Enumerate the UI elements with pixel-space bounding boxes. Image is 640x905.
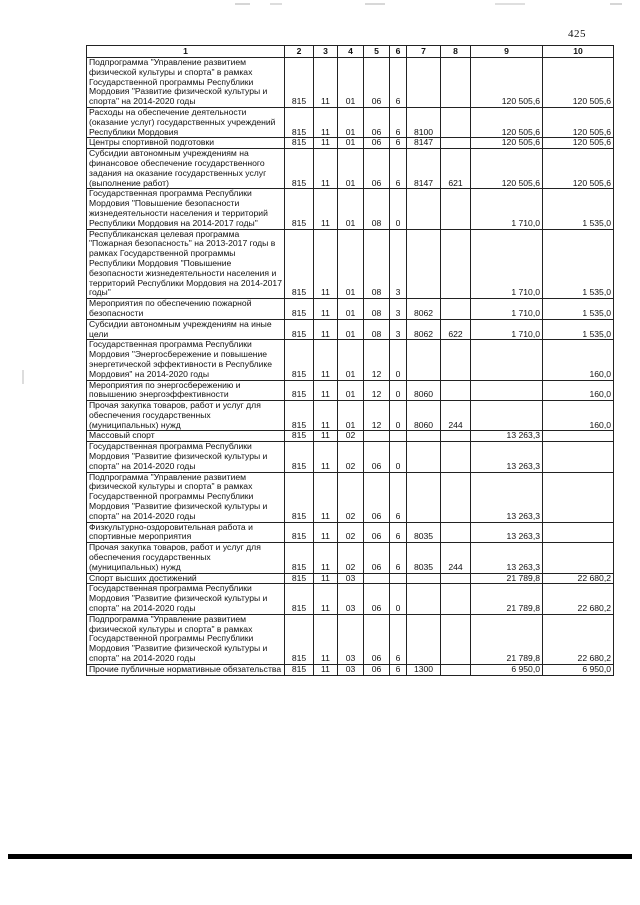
cell-section: 11 bbox=[314, 573, 338, 584]
table-row bbox=[87, 664, 614, 675]
cell-admin-code: 815 bbox=[285, 58, 314, 108]
column-header: 1 bbox=[87, 46, 285, 58]
cell-program: 08 bbox=[364, 189, 390, 229]
cell-amount-2016: 120 505,6 bbox=[543, 107, 614, 137]
table-row bbox=[87, 319, 614, 340]
cell-admin-code: 815 bbox=[285, 340, 314, 380]
cell-program: 06 bbox=[364, 522, 390, 543]
cell-amount-2016 bbox=[543, 442, 614, 472]
cell-expense-type: 621 bbox=[441, 149, 471, 189]
cell-admin-code: 815 bbox=[285, 401, 314, 431]
cell-section: 11 bbox=[314, 543, 338, 573]
cell-admin-code: 815 bbox=[285, 472, 314, 522]
cell-section: 11 bbox=[314, 58, 338, 108]
cell-item-name: Центры спортивной подготовки bbox=[87, 138, 285, 149]
cell-amount-2016: 120 505,6 bbox=[543, 149, 614, 189]
cell-amount-2015: 1 710,0 bbox=[471, 299, 543, 320]
cell-item-name: Спорт высших достижений bbox=[87, 573, 285, 584]
cell-amount-2016: 1 535,0 bbox=[543, 299, 614, 320]
cell-target-item bbox=[407, 58, 441, 108]
cell-target-item: 8062 bbox=[407, 319, 441, 340]
cell-admin-code: 815 bbox=[285, 149, 314, 189]
cell-subsection: 02 bbox=[338, 472, 364, 522]
cell-admin-code: 815 bbox=[285, 442, 314, 472]
cell-expense-type bbox=[441, 573, 471, 584]
cell-item-name: Государственная программа Республики Мордовия "Развитие физической культуры и спорта" на 2014-2020 годы bbox=[87, 442, 285, 472]
cell-subprogram: 6 bbox=[390, 107, 407, 137]
cell-target-item: 8035 bbox=[407, 543, 441, 573]
cell-admin-code: 815 bbox=[285, 543, 314, 573]
cell-subsection: 02 bbox=[338, 543, 364, 573]
cell-subsection: 02 bbox=[338, 431, 364, 442]
cell-program: 12 bbox=[364, 380, 390, 401]
cell-expense-type: 244 bbox=[441, 401, 471, 431]
cell-target-item: 1300 bbox=[407, 664, 441, 675]
column-header: 4 bbox=[338, 46, 364, 58]
cell-program: 08 bbox=[364, 299, 390, 320]
cell-subsection: 02 bbox=[338, 442, 364, 472]
cell-item-name: Прочая закупка товаров, работ и услуг для обеспечения государственных (муниципальных) нужд bbox=[87, 543, 285, 573]
cell-expense-type bbox=[441, 614, 471, 664]
cell-amount-2016: 22 680,2 bbox=[543, 584, 614, 614]
column-header: 9 bbox=[471, 46, 543, 58]
cell-target-item bbox=[407, 189, 441, 229]
column-header: 8 bbox=[441, 46, 471, 58]
cell-program: 08 bbox=[364, 229, 390, 299]
cell-section: 11 bbox=[314, 664, 338, 675]
cell-program: 06 bbox=[364, 664, 390, 675]
cell-subsection: 01 bbox=[338, 229, 364, 299]
cell-section: 11 bbox=[314, 584, 338, 614]
table-row bbox=[87, 299, 614, 320]
cell-subsection: 01 bbox=[338, 380, 364, 401]
table-row bbox=[87, 340, 614, 380]
column-header: 2 bbox=[285, 46, 314, 58]
cell-section: 11 bbox=[314, 138, 338, 149]
cell-item-name: Субсидии автономным учреждениям на финансовое обеспечение государственного задания на оказание государственных услуг (выполнение работ) bbox=[87, 149, 285, 189]
cell-amount-2016 bbox=[543, 522, 614, 543]
cell-admin-code: 815 bbox=[285, 664, 314, 675]
cell-section: 11 bbox=[314, 380, 338, 401]
column-header: 5 bbox=[364, 46, 390, 58]
cell-amount-2015: 13 263,3 bbox=[471, 472, 543, 522]
cell-expense-type: 622 bbox=[441, 319, 471, 340]
cell-admin-code: 815 bbox=[285, 299, 314, 320]
cell-amount-2015: 1 710,0 bbox=[471, 189, 543, 229]
cell-amount-2016: 1 535,0 bbox=[543, 189, 614, 229]
cell-section: 11 bbox=[314, 472, 338, 522]
cell-admin-code: 815 bbox=[285, 380, 314, 401]
cell-amount-2015: 120 505,6 bbox=[471, 58, 543, 108]
cell-program: 06 bbox=[364, 584, 390, 614]
cell-target-item bbox=[407, 340, 441, 380]
cell-subsection: 01 bbox=[338, 149, 364, 189]
cell-target-item bbox=[407, 614, 441, 664]
cell-subprogram: 6 bbox=[390, 543, 407, 573]
margin-mark bbox=[20, 370, 26, 384]
cell-amount-2015: 21 789,8 bbox=[471, 573, 543, 584]
cell-target-item bbox=[407, 472, 441, 522]
cell-subprogram: 3 bbox=[390, 299, 407, 320]
table-row bbox=[87, 573, 614, 584]
table-row bbox=[87, 401, 614, 431]
cell-subsection: 01 bbox=[338, 319, 364, 340]
table-body bbox=[87, 58, 614, 676]
cell-admin-code: 815 bbox=[285, 431, 314, 442]
header-row bbox=[87, 46, 614, 58]
table-row bbox=[87, 149, 614, 189]
cell-subsection: 01 bbox=[338, 340, 364, 380]
cell-admin-code: 815 bbox=[285, 229, 314, 299]
cell-section: 11 bbox=[314, 299, 338, 320]
page-number: 425 bbox=[568, 28, 586, 40]
cell-item-name: Субсидии автономным учреждениям на иные цели bbox=[87, 319, 285, 340]
cell-expense-type bbox=[441, 584, 471, 614]
cell-target-item: 8060 bbox=[407, 380, 441, 401]
cell-program: 06 bbox=[364, 472, 390, 522]
cell-admin-code: 815 bbox=[285, 522, 314, 543]
cell-subprogram: 0 bbox=[390, 340, 407, 380]
column-header: 6 bbox=[390, 46, 407, 58]
cell-subprogram: 0 bbox=[390, 189, 407, 229]
cell-subsection: 03 bbox=[338, 664, 364, 675]
cell-section: 11 bbox=[314, 340, 338, 380]
cell-program: 06 bbox=[364, 614, 390, 664]
cell-section: 11 bbox=[314, 107, 338, 137]
cell-expense-type bbox=[441, 189, 471, 229]
cell-subsection: 03 bbox=[338, 573, 364, 584]
cell-amount-2016: 160,0 bbox=[543, 340, 614, 380]
cell-expense-type bbox=[441, 299, 471, 320]
cell-amount-2015: 13 263,3 bbox=[471, 522, 543, 543]
cell-section: 11 bbox=[314, 149, 338, 189]
cell-amount-2015 bbox=[471, 380, 543, 401]
cell-amount-2015: 21 789,8 bbox=[471, 614, 543, 664]
cell-subsection: 03 bbox=[338, 614, 364, 664]
cell-expense-type bbox=[441, 472, 471, 522]
cell-target-item: 8100 bbox=[407, 107, 441, 137]
cell-amount-2015: 120 505,6 bbox=[471, 149, 543, 189]
cell-subsection: 01 bbox=[338, 299, 364, 320]
cell-expense-type bbox=[441, 138, 471, 149]
cell-subprogram: 6 bbox=[390, 58, 407, 108]
cell-subsection: 01 bbox=[338, 401, 364, 431]
cell-subprogram: 6 bbox=[390, 149, 407, 189]
table-row bbox=[87, 442, 614, 472]
cell-amount-2016: 1 535,0 bbox=[543, 319, 614, 340]
cell-target-item bbox=[407, 573, 441, 584]
cell-expense-type bbox=[441, 664, 471, 675]
cell-expense-type bbox=[441, 431, 471, 442]
cell-amount-2015: 120 505,6 bbox=[471, 138, 543, 149]
cell-subsection: 02 bbox=[338, 522, 364, 543]
cell-program: 06 bbox=[364, 149, 390, 189]
cell-amount-2015: 13 263,3 bbox=[471, 543, 543, 573]
cell-item-name: Мероприятия по энергосбережению и повышению энергоэффективности bbox=[87, 380, 285, 401]
cell-subsection: 01 bbox=[338, 58, 364, 108]
cell-subsection: 03 bbox=[338, 584, 364, 614]
cell-target-item: 8147 bbox=[407, 138, 441, 149]
table-row bbox=[87, 543, 614, 573]
cell-expense-type bbox=[441, 522, 471, 543]
cell-amount-2016: 22 680,2 bbox=[543, 573, 614, 584]
cell-target-item bbox=[407, 431, 441, 442]
cell-subprogram bbox=[390, 431, 407, 442]
cell-expense-type bbox=[441, 380, 471, 401]
cell-expense-type bbox=[441, 340, 471, 380]
cell-program bbox=[364, 431, 390, 442]
cell-program: 12 bbox=[364, 340, 390, 380]
cell-program: 06 bbox=[364, 107, 390, 137]
cell-item-name: Подпрограмма "Управление развитием физической культуры и спорта" в рамках Государственной программы Республики Мордовия "Развитие физической культуры и спорта" на 2014-2020 годы bbox=[87, 472, 285, 522]
cell-subprogram: 0 bbox=[390, 584, 407, 614]
cell-section: 11 bbox=[314, 401, 338, 431]
cell-expense-type: 244 bbox=[441, 543, 471, 573]
cell-subprogram: 3 bbox=[390, 319, 407, 340]
cell-amount-2016 bbox=[543, 543, 614, 573]
cell-item-name: Расходы на обеспечение деятельности (оказание услуг) государственных учреждений Республики Мордовия bbox=[87, 107, 285, 137]
cell-item-name: Подпрограмма "Управление развитием физической культуры и спорта" в рамках Государственной программы Республики Мордовия "Развитие физической культуры и спорта" на 2014-2020 годы bbox=[87, 614, 285, 664]
cell-target-item: 8062 bbox=[407, 299, 441, 320]
cell-subsection: 01 bbox=[338, 189, 364, 229]
cell-amount-2016: 120 505,6 bbox=[543, 58, 614, 108]
cell-subprogram: 0 bbox=[390, 380, 407, 401]
cell-amount-2016: 1 535,0 bbox=[543, 229, 614, 299]
cell-amount-2016: 160,0 bbox=[543, 380, 614, 401]
cell-target-item: 8147 bbox=[407, 149, 441, 189]
cell-program bbox=[364, 573, 390, 584]
table-row bbox=[87, 138, 614, 149]
cell-admin-code: 815 bbox=[285, 319, 314, 340]
table-row bbox=[87, 584, 614, 614]
cell-section: 11 bbox=[314, 319, 338, 340]
cell-expense-type bbox=[441, 229, 471, 299]
cell-section: 11 bbox=[314, 614, 338, 664]
cell-section: 11 bbox=[314, 522, 338, 543]
table-row bbox=[87, 614, 614, 664]
cell-program: 06 bbox=[364, 138, 390, 149]
cell-target-item bbox=[407, 442, 441, 472]
cell-amount-2015 bbox=[471, 340, 543, 380]
cell-subprogram: 6 bbox=[390, 472, 407, 522]
cell-item-name: Физкультурно-оздоровительная работа и спортивные мероприятия bbox=[87, 522, 285, 543]
cell-expense-type bbox=[441, 107, 471, 137]
cell-amount-2016: 6 950,0 bbox=[543, 664, 614, 675]
cell-item-name: Государственная программа Республики Мордовия "Энергосбережение и повышение энергетической эффективности в Республике Мордовия" на 2014-2020 годы bbox=[87, 340, 285, 380]
cell-subprogram: 6 bbox=[390, 614, 407, 664]
table-row bbox=[87, 107, 614, 137]
cell-item-name: Государственная программа Республики Мордовия "Повышение безопасности жизнедеятельности населения и территорий Республики Мордовия на 2014-2017 годы" bbox=[87, 189, 285, 229]
cell-subprogram: 0 bbox=[390, 401, 407, 431]
cell-subsection: 01 bbox=[338, 107, 364, 137]
cell-admin-code: 815 bbox=[285, 107, 314, 137]
scan-edge-bar bbox=[8, 854, 632, 859]
cell-amount-2015: 120 505,6 bbox=[471, 107, 543, 137]
cell-target-item: 8060 bbox=[407, 401, 441, 431]
cell-item-name: Республиканская целевая программа "Пожарная безопасность" на 2013-2017 годы в рамках Государственной программы Республики Мордовия "Повышение безопасности жизнедеятельности населения и территорий Республики Мордовия на 2014-2017 годы" bbox=[87, 229, 285, 299]
cell-amount-2016: 22 680,2 bbox=[543, 614, 614, 664]
cell-section: 11 bbox=[314, 229, 338, 299]
cell-subsection: 01 bbox=[338, 138, 364, 149]
cell-amount-2015: 6 950,0 bbox=[471, 664, 543, 675]
cell-amount-2015: 1 710,0 bbox=[471, 229, 543, 299]
cell-subprogram: 3 bbox=[390, 229, 407, 299]
cell-amount-2016 bbox=[543, 472, 614, 522]
cell-item-name: Прочая закупка товаров, работ и услуг для обеспечения государственных (муниципальных) нужд bbox=[87, 401, 285, 431]
cell-amount-2015 bbox=[471, 401, 543, 431]
table-row bbox=[87, 522, 614, 543]
cell-program: 06 bbox=[364, 58, 390, 108]
cell-expense-type bbox=[441, 442, 471, 472]
cell-amount-2016 bbox=[543, 431, 614, 442]
table-row bbox=[87, 472, 614, 522]
cell-admin-code: 815 bbox=[285, 573, 314, 584]
cell-admin-code: 815 bbox=[285, 614, 314, 664]
column-header: 10 bbox=[543, 46, 614, 58]
scan-specks bbox=[0, 0, 640, 10]
cell-program: 06 bbox=[364, 442, 390, 472]
cell-amount-2015: 21 789,8 bbox=[471, 584, 543, 614]
cell-section: 11 bbox=[314, 189, 338, 229]
column-header: 3 bbox=[314, 46, 338, 58]
cell-amount-2015: 13 263,3 bbox=[471, 431, 543, 442]
cell-program: 08 bbox=[364, 319, 390, 340]
cell-item-name: Мероприятия по обеспечению пожарной безопасности bbox=[87, 299, 285, 320]
cell-amount-2016: 120 505,6 bbox=[543, 138, 614, 149]
budget-table bbox=[86, 45, 614, 676]
table-row bbox=[87, 380, 614, 401]
cell-program: 06 bbox=[364, 543, 390, 573]
cell-target-item bbox=[407, 584, 441, 614]
cell-amount-2015: 1 710,0 bbox=[471, 319, 543, 340]
table-row bbox=[87, 431, 614, 442]
cell-program: 12 bbox=[364, 401, 390, 431]
cell-item-name: Государственная программа Республики Мордовия "Развитие физической культуры и спорта" на 2014-2020 годы bbox=[87, 584, 285, 614]
cell-amount-2016: 160,0 bbox=[543, 401, 614, 431]
cell-section: 11 bbox=[314, 442, 338, 472]
cell-amount-2015: 13 263,3 bbox=[471, 442, 543, 472]
cell-item-name: Массовый спорт bbox=[87, 431, 285, 442]
column-header: 7 bbox=[407, 46, 441, 58]
table-row bbox=[87, 229, 614, 299]
cell-target-item: 8035 bbox=[407, 522, 441, 543]
cell-target-item bbox=[407, 229, 441, 299]
cell-subprogram: 6 bbox=[390, 664, 407, 675]
cell-subprogram: 6 bbox=[390, 138, 407, 149]
cell-subprogram: 0 bbox=[390, 442, 407, 472]
cell-subprogram bbox=[390, 573, 407, 584]
cell-item-name: Подпрограмма "Управление развитием физической культуры и спорта" в рамках Государственной программы Республики Мордовия "Развитие физической культуры и спорта" на 2014-2020 годы bbox=[87, 58, 285, 108]
cell-admin-code: 815 bbox=[285, 584, 314, 614]
cell-admin-code: 815 bbox=[285, 189, 314, 229]
table-row bbox=[87, 58, 614, 108]
table-row bbox=[87, 189, 614, 229]
cell-subprogram: 6 bbox=[390, 522, 407, 543]
cell-section: 11 bbox=[314, 431, 338, 442]
cell-item-name: Прочие публичные нормативные обязательства bbox=[87, 664, 285, 675]
cell-admin-code: 815 bbox=[285, 138, 314, 149]
cell-expense-type bbox=[441, 58, 471, 108]
